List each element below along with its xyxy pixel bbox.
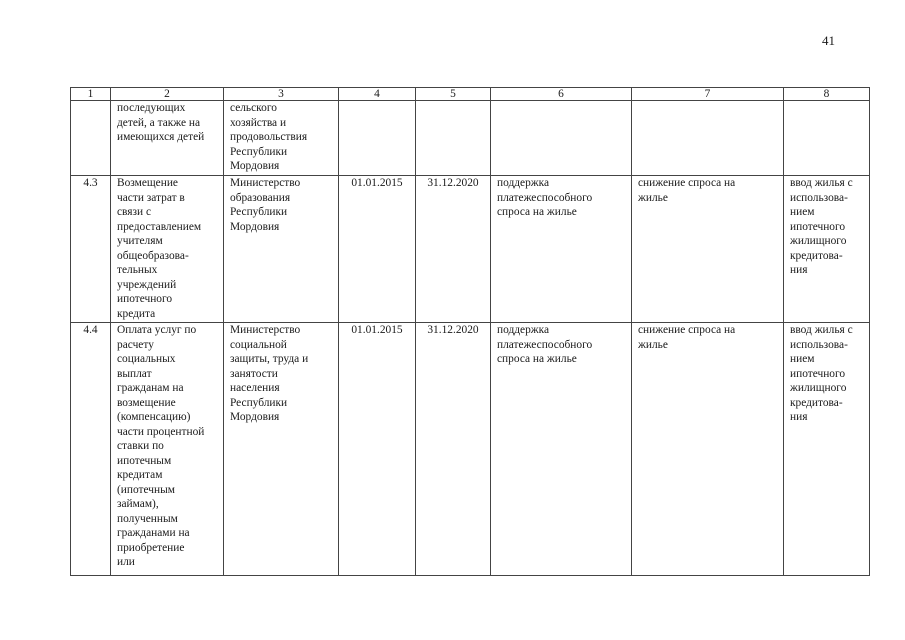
start-date-cell (339, 101, 416, 176)
executor-cell: сельского хозяйства и продовольствия Республики Мордовия (224, 101, 339, 176)
row-number: 4.4 (71, 323, 111, 576)
measure-cell: Возмещение части затрат в связи с предоставлением учителям общеобразова- тельных учреждений ипотечного кредита (111, 176, 224, 323)
page-number: 41 (822, 33, 835, 48)
result-cell: поддержка платежеспособного спроса на жилье (491, 323, 632, 576)
executor-cell: Министерство образования Республики Мордовия (224, 176, 339, 323)
table-row (71, 176, 870, 323)
link-cell: ввод жилья с использова- нием ипотечного жилищного кредитова- ния (784, 323, 870, 576)
start-date-cell: 01.01.2015 (339, 176, 416, 323)
column-number: 5 (416, 88, 491, 101)
start-date-cell: 01.01.2015 (339, 323, 416, 576)
measure-cell: последующих детей, а также на имеющихся детей (111, 101, 224, 176)
result-cell (491, 101, 632, 176)
column-number: 4 (339, 88, 416, 101)
measure-cell: Оплата услуг по расчету социальных выплат гражданам на возмещение (компенсацию) части процентной ставки по ипотечным кредитам (ипотечным займам), полученным гражданами на приобретение или (111, 323, 224, 576)
column-number: 2 (111, 88, 224, 101)
column-number: 6 (491, 88, 632, 101)
column-number: 3 (224, 88, 339, 101)
end-date-cell: 31.12.2020 (416, 323, 491, 576)
column-number: 1 (71, 88, 111, 101)
consequence-cell: снижение спроса на жилье (632, 176, 784, 323)
consequence-cell: снижение спроса на жилье (632, 323, 784, 576)
row-number (71, 101, 111, 176)
column-number: 7 (632, 88, 784, 101)
column-number-row (71, 88, 870, 101)
result-cell: поддержка платежеспособного спроса на жилье (491, 176, 632, 323)
row-number: 4.3 (71, 176, 111, 323)
column-number: 8 (784, 88, 870, 101)
table-row (71, 323, 870, 576)
program-measures-table (70, 87, 870, 576)
end-date-cell (416, 101, 491, 176)
link-cell (784, 101, 870, 176)
executor-cell: Министерство социальной защиты, труда и занятости населения Республики Мордовия (224, 323, 339, 576)
consequence-cell (632, 101, 784, 176)
link-cell: ввод жилья с использова- нием ипотечного жилищного кредитова- ния (784, 176, 870, 323)
table-row (71, 101, 870, 176)
end-date-cell: 31.12.2020 (416, 176, 491, 323)
